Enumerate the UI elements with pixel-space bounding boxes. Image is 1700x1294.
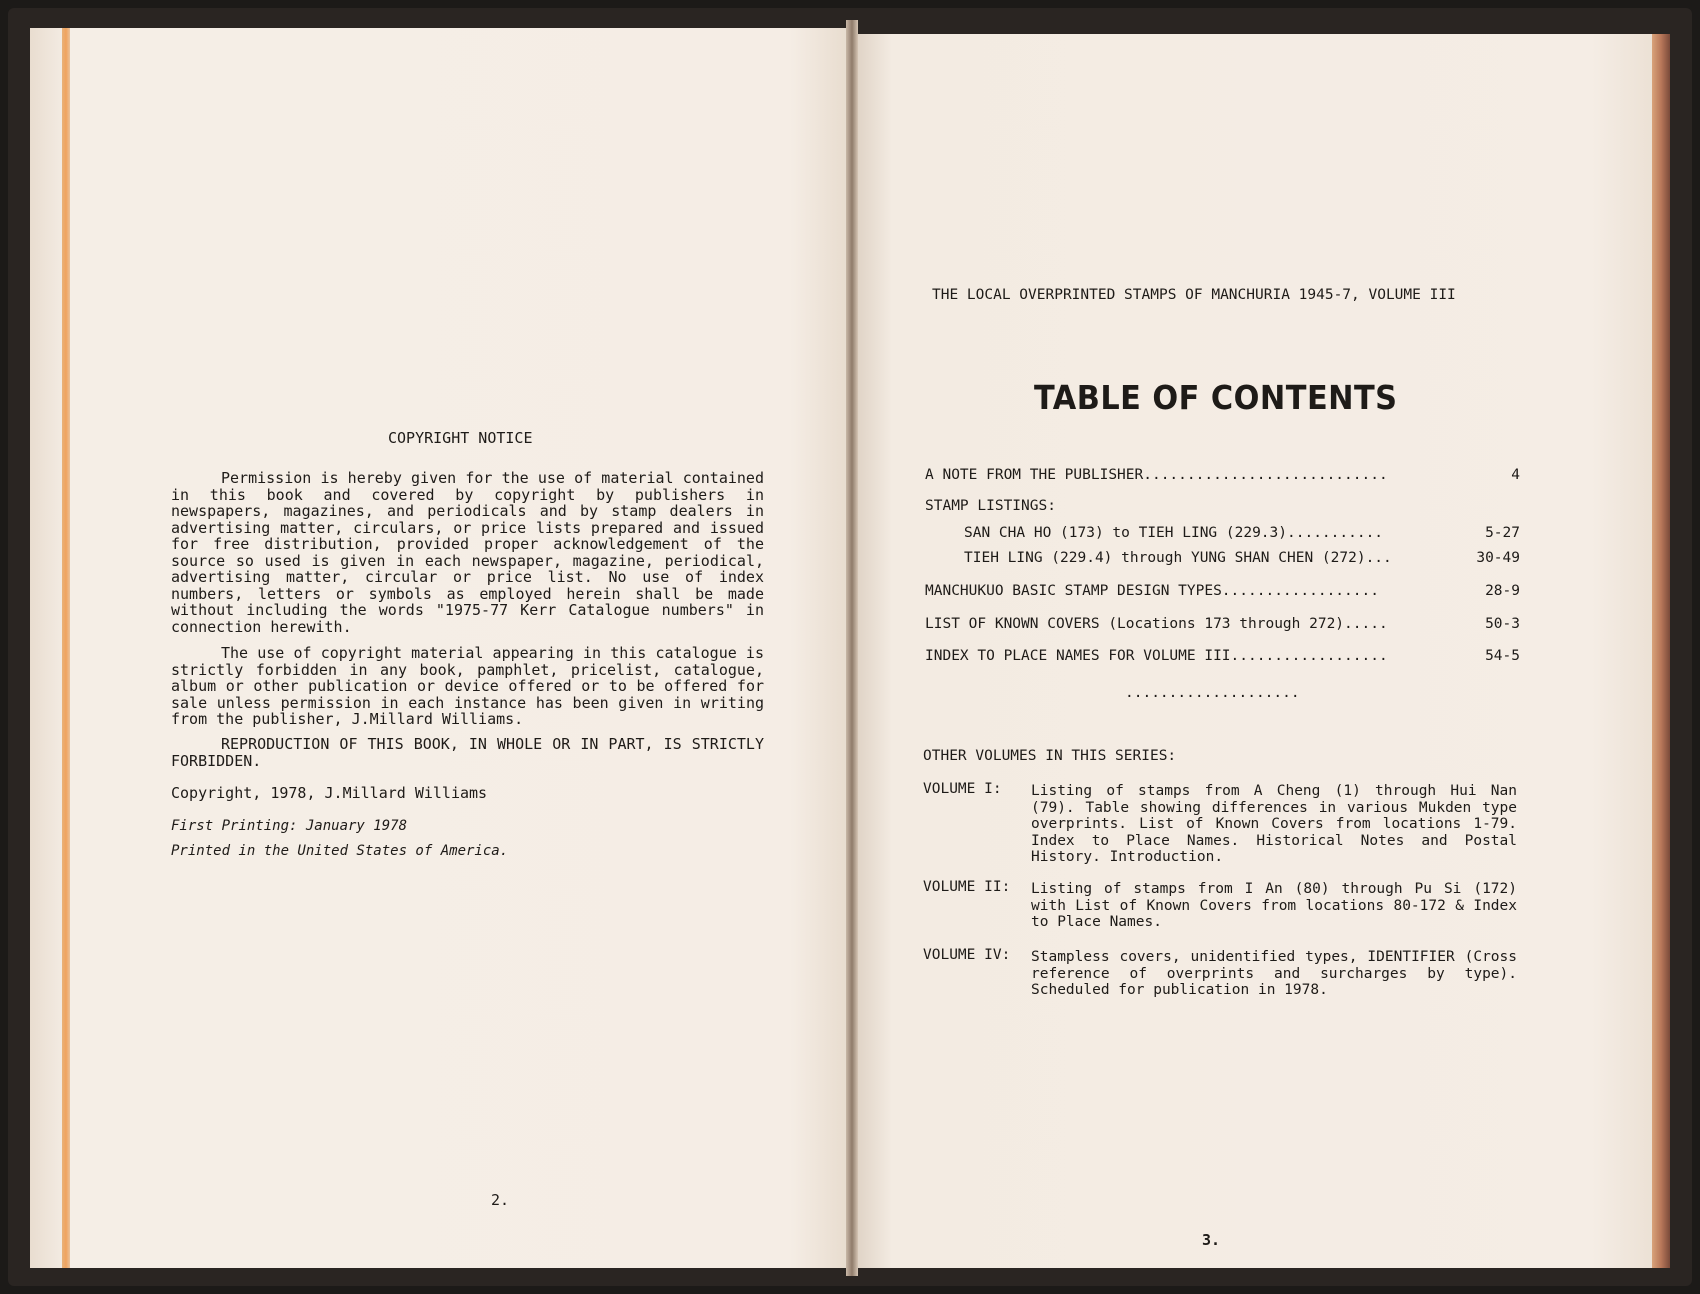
toc-label: A NOTE FROM THE PUBLISHER............................ bbox=[925, 467, 1388, 483]
running-head: THE LOCAL OVERPRINTED STAMPS OF MANCHURIA 1945-7, VOLUME III bbox=[932, 287, 1456, 303]
volume-label: VOLUME IV: bbox=[923, 947, 1011, 963]
reproduction-notice: REPRODUCTION OF THIS BOOK, IN WHOLE OR IN PART, IS STRICTLY FORBIDDEN. bbox=[171, 735, 764, 770]
toc-heading: TABLE OF CONTENTS bbox=[1034, 378, 1398, 417]
volume-label: VOLUME I: bbox=[923, 781, 1002, 797]
copyright-paragraph-1: Permission is hereby given for the use of material contained in this book and covered by copyright by publishers in newspapers, magazines, and periodicals and by stamp dealers in advertising matter, circulars, or price lists prepared and issued for free distribution, provided proper acknowledgement of the source so used is given in each newspaper, magazine, periodical, advertising matter, circular or price list. No use of index numbers, letters or symbols as employed herein shall be made without including the words "1975-77 Kerr Catalogue numbers" in connection herewith. bbox=[171, 469, 764, 636]
page-number-left: 2. bbox=[491, 1191, 510, 1209]
other-volumes-title: OTHER VOLUMES IN THIS SERIES: bbox=[923, 748, 1177, 764]
toc-row bbox=[925, 616, 1520, 634]
toc-page: 54-5 bbox=[1485, 648, 1520, 664]
toc-row bbox=[925, 583, 1520, 601]
toc-label: TIEH LING (229.4) through YUNG SHAN CHEN (272)... bbox=[964, 550, 1392, 566]
toc-page: 4 bbox=[1511, 467, 1520, 483]
volume-description: Stampless covers, unidentified types, IDENTIFIER (Cross reference of overprints and surcharges by type). Scheduled for publication in 1978. bbox=[1031, 949, 1517, 998]
volume-description: Listing of stamps from I An (80) through Pu Si (172) with List of Known Covers from locations 80-172 & Index to Place Names. bbox=[1031, 881, 1517, 930]
copyright-line: Copyright, 1978, J.Millard Williams bbox=[171, 784, 488, 802]
page-edge-left bbox=[62, 28, 70, 1268]
toc-section bbox=[925, 498, 1520, 516]
page-edge-right bbox=[1652, 34, 1670, 1268]
toc-page: 5-27 bbox=[1485, 525, 1520, 541]
copyright-paragraph-2: The use of copyright material appearing in this catalogue is strictly forbidden in any book, pamphlet, pricelist, catalogue, album or other publication or device offered or to be offered for sale unless permission in each instance has been given in writing from the publisher, J.Millard Williams. bbox=[171, 644, 764, 728]
toc-page: 30-49 bbox=[1476, 550, 1520, 566]
volume-label: VOLUME II: bbox=[923, 879, 1011, 895]
toc-page: 50-3 bbox=[1485, 616, 1520, 632]
toc-separator: .................... bbox=[1125, 685, 1300, 701]
copyright-notice-title: COPYRIGHT NOTICE bbox=[388, 429, 533, 447]
book-spine bbox=[846, 20, 858, 1276]
toc-label: MANCHUKUO BASIC STAMP DESIGN TYPES.................. bbox=[925, 583, 1379, 599]
toc-label: INDEX TO PLACE NAMES FOR VOLUME III.................. bbox=[925, 648, 1388, 664]
first-printing: First Printing: January 1978 bbox=[171, 818, 408, 834]
toc-row bbox=[964, 550, 1520, 568]
page-number-right: 3. bbox=[1202, 1231, 1221, 1249]
toc-row bbox=[925, 648, 1520, 666]
toc-page: 28-9 bbox=[1485, 583, 1520, 599]
toc-row bbox=[964, 525, 1520, 543]
printed-in: Printed in the United States of America. bbox=[171, 843, 509, 859]
toc-label: LIST OF KNOWN COVERS (Locations 173 through 272)..... bbox=[925, 616, 1388, 632]
toc-label: STAMP LISTINGS: bbox=[925, 498, 1056, 514]
toc-row bbox=[925, 467, 1520, 485]
toc-label: SAN CHA HO (173) to TIEH LING (229.3)........... bbox=[964, 525, 1384, 541]
volume-description: Listing of stamps from A Cheng (1) through Hui Nan (79). Table showing differences in various Mukden type overprints. List of Known Covers from locations 1-79. Index to Place Names. Historical Notes and Postal History. Introduction. bbox=[1031, 783, 1517, 865]
